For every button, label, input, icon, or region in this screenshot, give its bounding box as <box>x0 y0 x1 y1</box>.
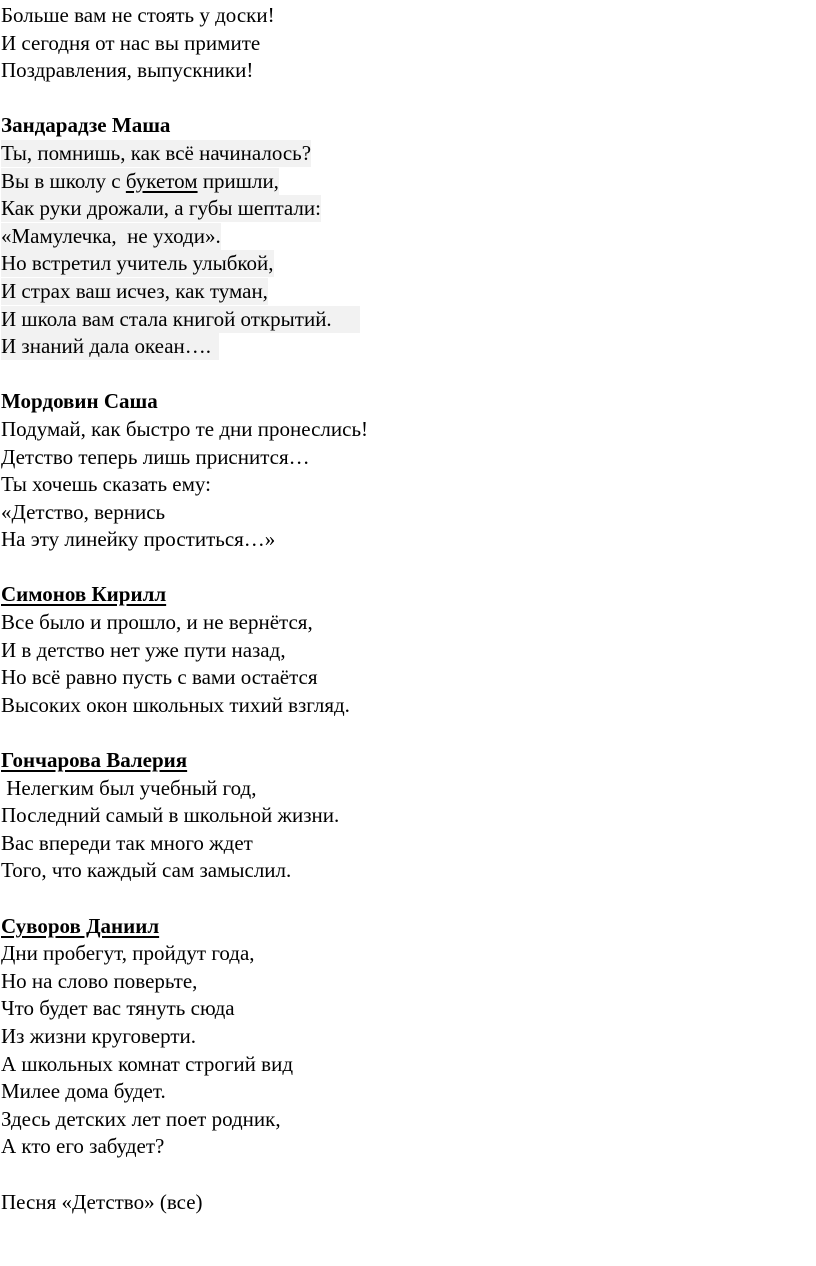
poem-line: Все было и прошло, и не вернётся, <box>1 610 313 635</box>
poem-line: Здесь детских лет поет родник, <box>1 1106 281 1131</box>
highlighted-text: И знаний дала океан…. <box>1 333 219 360</box>
closing-line: Песня «Детство» (все) <box>1 1189 203 1214</box>
poem-line: И в детство нет уже пути назад, <box>1 637 286 662</box>
highlighted-text <box>1 168 279 195</box>
text-run: пришли, <box>197 168 279 193</box>
poem-line: Из жизни круговерти. <box>1 1023 196 1048</box>
poem-line: Что будет вас тянуть сюда <box>1 996 235 1021</box>
poem-line: Подумай, как быстро те дни пронеслись! <box>1 416 369 441</box>
blank-line <box>1 85 816 113</box>
intro-line: Больше вам не стоять у доски! <box>1 3 275 27</box>
blank-line <box>1 719 816 747</box>
intro-line: И сегодня от нас вы примите <box>1 30 261 55</box>
poem-line <box>1 278 816 306</box>
highlighted-text: И школа вам стала книгой открытий. <box>1 306 360 333</box>
blank-line <box>1 1161 816 1189</box>
poem-line: А кто его забудет? <box>1 1134 165 1159</box>
poem-line <box>1 223 816 251</box>
blank-line <box>1 554 816 582</box>
poem-line: Но на слово поверьте, <box>1 968 198 993</box>
highlighted-text: И страх ваш исчез, как туман, <box>1 278 268 303</box>
poem-line: Высоких окон школьных тихий взгляд. <box>1 692 350 717</box>
highlighted-text: Но встретил учитель улыбкой, <box>1 251 274 276</box>
text-run: Вы в школу с <box>1 168 126 193</box>
poem-line: Но всё равно пусть с вами остаётся <box>1 665 318 690</box>
poem-line: Ты хочешь сказать ему: <box>1 472 211 497</box>
poem-line: Милее дома будет. <box>1 1079 166 1104</box>
underlined-word: букетом <box>125 168 198 193</box>
poem-line <box>1 195 816 223</box>
poem-line: Нелегким был учебный год, <box>1 775 257 800</box>
poem-line: Последний самый в школьной жизни. <box>1 803 340 828</box>
poem-line: Дни пробегут, пройдут года, <box>1 941 255 966</box>
highlighted-text: Как руки дрожали, а губы шептали: <box>1 196 321 221</box>
speaker-name: Зандарадзе Маша <box>1 113 171 138</box>
highlighted-text: «Мамулечка, не уходи». <box>1 223 221 248</box>
poem-line <box>1 333 816 361</box>
speaker-name: Симонов Кирилл <box>1 582 167 607</box>
poem-line <box>1 168 816 196</box>
highlighted-text: Ты, помнишь, как всё начиналось? <box>1 140 312 165</box>
poem-line <box>1 250 816 278</box>
speaker-name: Гончарова Валерия <box>1 748 188 773</box>
speaker-name: Мордовин Саша <box>1 389 158 414</box>
poem-line: «Детство, вернись <box>1 499 166 524</box>
poem-line: Того, что каждый сам замыслил. <box>1 858 292 883</box>
speaker-name: Суворов Даниил <box>1 913 160 938</box>
poem-line: Вас впереди так много ждет <box>1 830 253 855</box>
poem-line: А школьных комнат строгий вид <box>1 1051 294 1076</box>
blank-line <box>1 361 816 389</box>
intro-line: Поздравления, выпускники! <box>1 58 254 83</box>
poem-line <box>1 306 816 334</box>
blank-line <box>1 885 816 913</box>
poem-line: Детство теперь лишь приснится… <box>1 444 310 469</box>
poem-line: На эту линейку проститься…» <box>1 527 276 552</box>
poem-line <box>1 140 816 168</box>
